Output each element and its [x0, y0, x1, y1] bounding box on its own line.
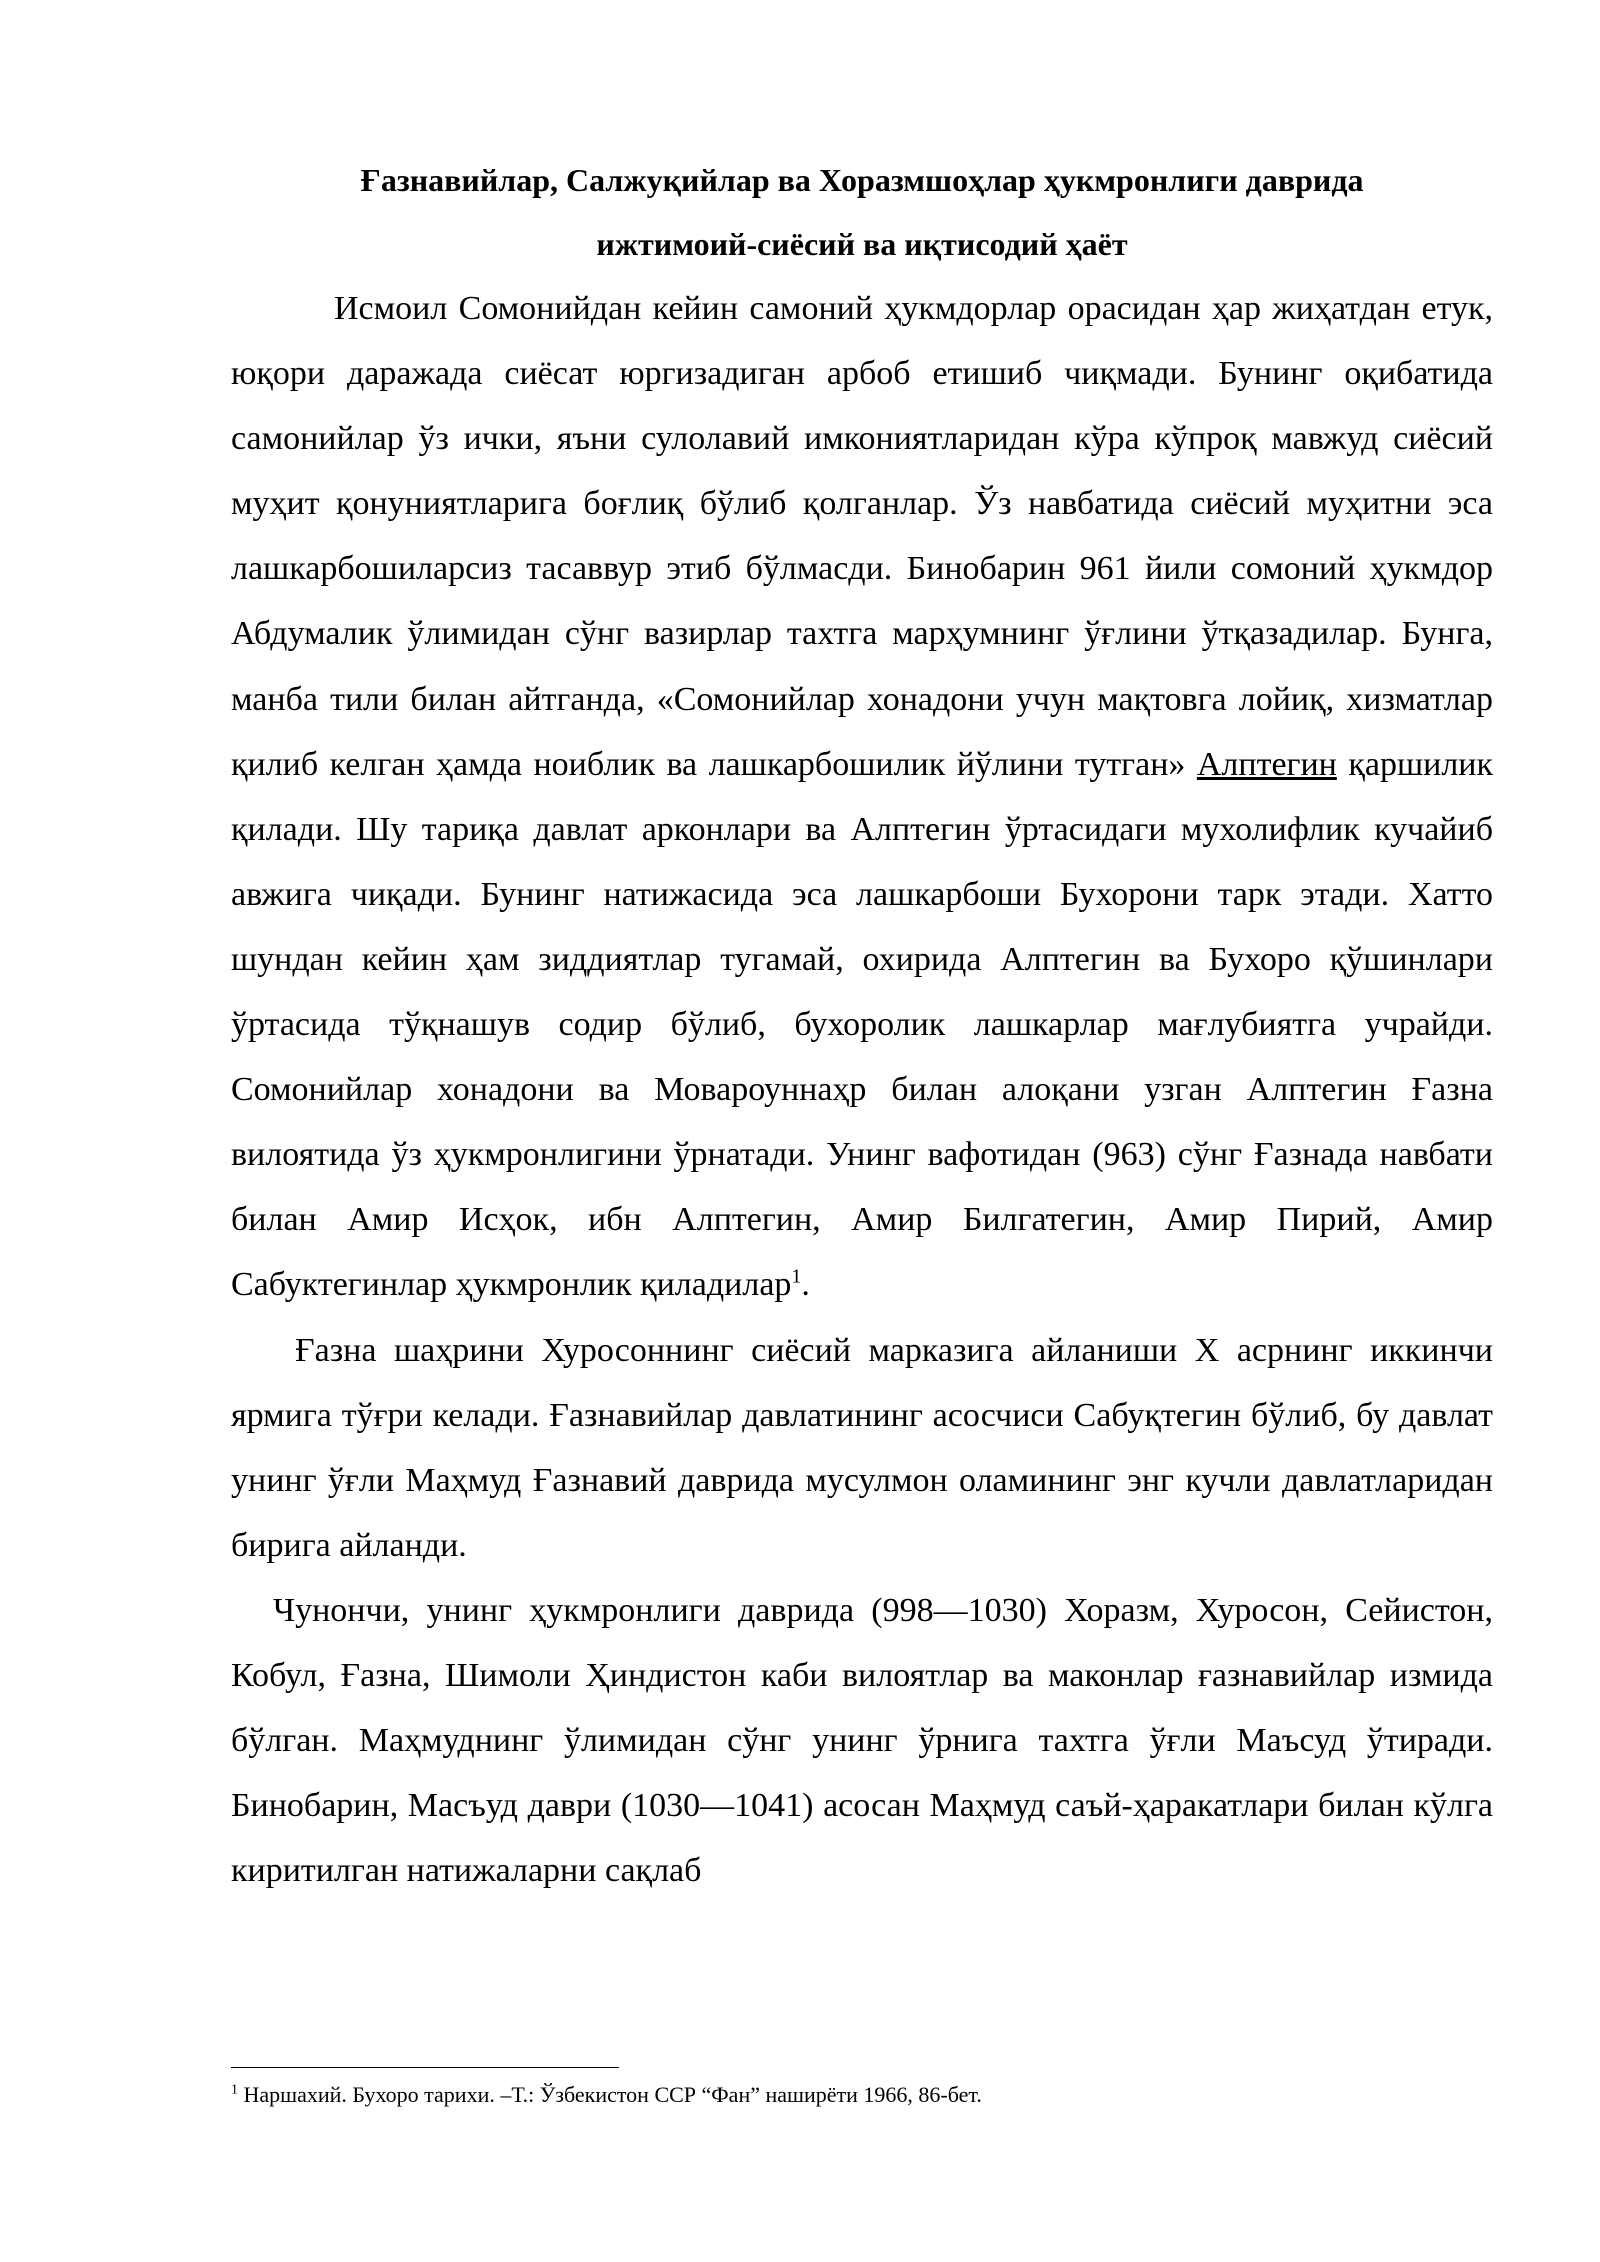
alptegin-link[interactable]: Алптегин — [1196, 745, 1337, 783]
paragraph-2: Ғазна шаҳрини Хуросоннинг сиёсий марказига айланиши X асрнинг иккинчи ярмига тўғри келади. Ғазнавийлар давлатининг асосчиси Сабуқтегин бўлиб, бу давлат унинг ўғли Маҳмуд Ғазнавий даврида мусулмон оламининг энг кучли давлатларидан бирига айланди. — [231, 1331, 1493, 1564]
paragraph-1-end: . — [801, 1266, 810, 1304]
document-body — [231, 148, 1493, 1903]
document-title — [231, 148, 1493, 276]
title-line-1: Ғазнавийлар, Салжуқийлар ва Хоразмшоҳлар ҳукмронлиги даврида — [360, 162, 1364, 198]
footnote-reference[interactable]: 1 — [791, 1266, 802, 1289]
footnote — [231, 2081, 1493, 2109]
paragraph-3: Чунончи, унинг ҳукмронлиги даврида (998—1030) Хоразм, Хуросон, Сейистон, Кобул, Ғазна, Шимоли Ҳиндистон каби вилоятлар ва маконлар ғазнавийлар измида бўлган. Маҳмуднинг ўлимидан сўнг унинг ўрнига тахтга ўғли Маъсуд ўтиради. Бинобарин, Масъуд даври (1030—1041) асосан Маҳмуд саъй-ҳаракатлари билан кўлга киритилган натижаларни сақлаб — [231, 1591, 1493, 1890]
footnote-mark: 1 — [231, 2082, 238, 2098]
title-line-2: ижтимоий-сиёсий ва иқтисодий ҳаёт — [596, 226, 1128, 262]
paragraph-1 — [231, 276, 1493, 1318]
paragraph-1-text-b: қаршилик қилади. Шу тариқа давлат арконлари ва Алптегин ўртасидаги мухолифлик кучайиб авжига чиқади. Бунинг натижасида эса лашкарбоши Бухорони тарк этади. Хатто шундан кейин ҳам зиддиятлар тугамай, охирида Алптегин ва Бухоро қўшинлари ўртасида тўқнашув содир бўлиб, бухоролик лашкарлар мағлубиятга учрайди. Сомонийлар хонадони ва Мовароуннаҳр билан алоқани узган Алптегин Ғазна вилоятида ўз ҳукмронлигини ўрнатади. Унинг вафотидан (963) сўнг Ғазнада навбати билан Амир Исҳок, ибн Алптегин, Амир Билгатегин, Амир Пирий, Амир Сабуктегинлар ҳукмронлик қиладилар — [231, 745, 1494, 1304]
footnote-text: Наршахий. Бухоро тарихи. –Т.: Ўзбекистон ССР “Фан” наширёти 1966, 86-бет. — [238, 2082, 982, 2107]
paragraph-1-text-a: Исмоил Сомонийдан кейин самоний ҳукмдорлар орасидан ҳар жиҳатдан етук, юқори даражада сиёсат юргизадиган арбоб етишиб чиқмади. Бунинг оқибатида самонийлар ўз ички, яъни сулолавий имкониятларидан кўра кўпроқ мавжуд сиёсий муҳит қонуниятларига боғлиқ бўлиб қолганлар. Ўз навбатида сиёсий муҳитни эса лашкарбошиларсиз тасаввур этиб бўлмасди. Бинобарин 961 йили сомоний ҳукмдор Абдумалик ўлимидан сўнг вазирлар тахтга марҳумнинг ўғлини ўтқазадилар. Бунга, манба тили билан айтганда, «Сомонийлар хонадони учун мақтовга лойиқ, хизматлар қилиб келган ҳамда ноиблик ва лашкарбошилик йўлини тутган» — [231, 290, 1493, 783]
footnote-separator — [231, 2067, 619, 2068]
